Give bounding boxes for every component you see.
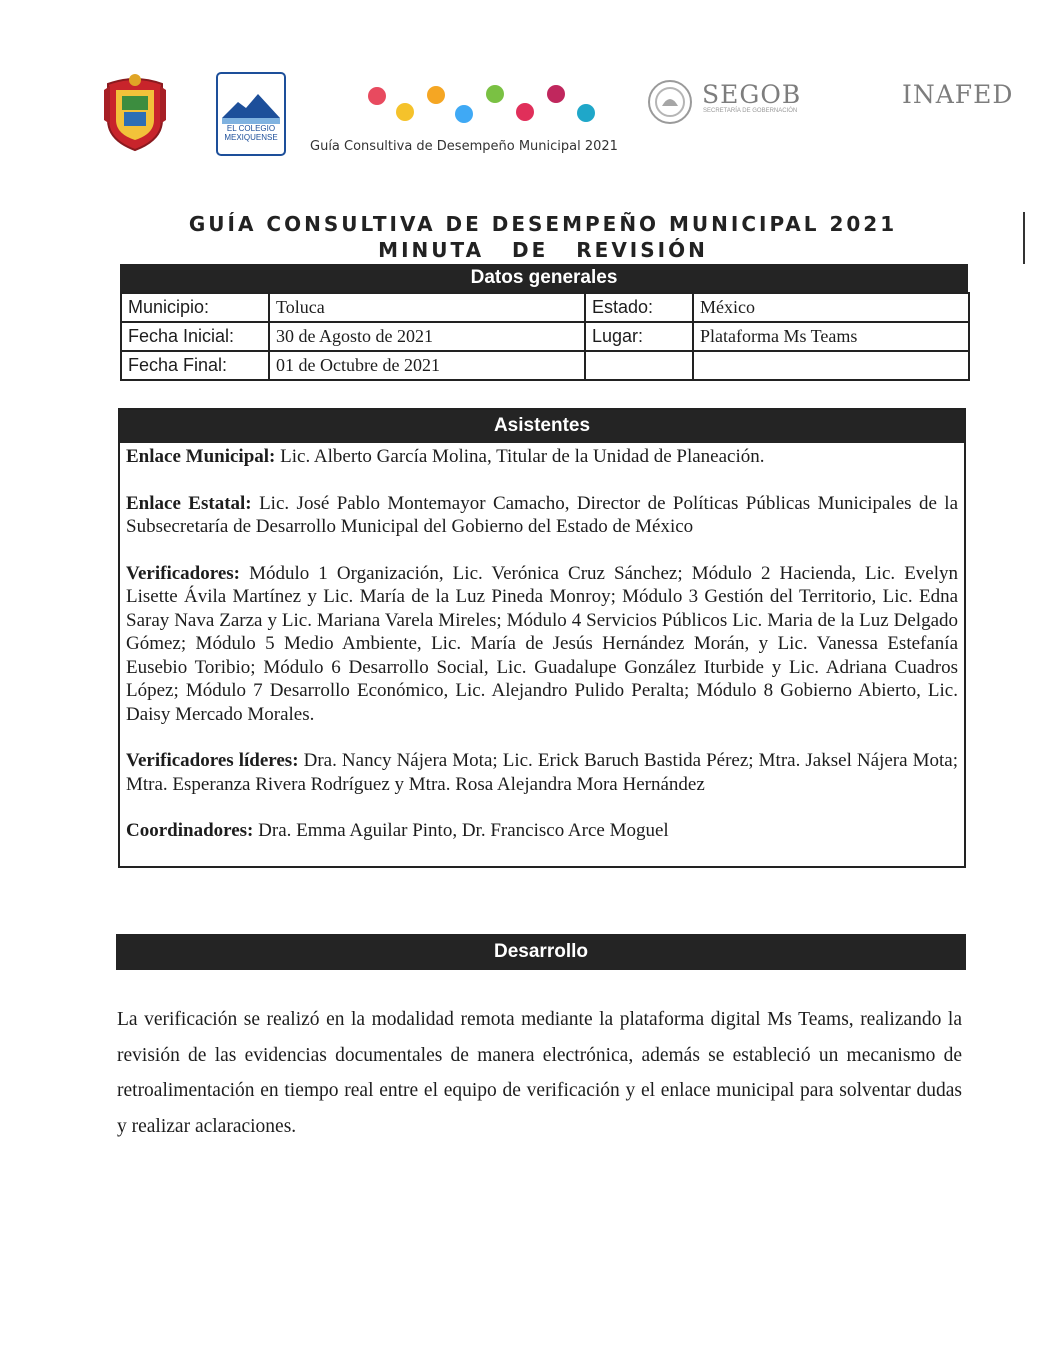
desarrollo-paragraph: La verificación se realizó en la modalidad remota mediante la plataforma digital Ms Teams, realizando la revisión de las evidencias documentales de manera electrónica, además se estableció un mecanismo de retroalimentación en tiempo real entre el equipo de verificación y el enlace municipal para solventar dudas y realizar aclaraciones. — [117, 1009, 962, 1137]
verificadores-lideres-label: Verificadores líderes: — [126, 750, 299, 771]
enlace-municipal-text: Lic. Alberto García Molina, Titular de la Unidad de Planeación. — [280, 446, 765, 467]
enlace-estatal-label: Enlace Estatal: — [126, 492, 252, 514]
municipio-value: Toluca — [269, 293, 585, 322]
guia-consultiva-dots-logo — [360, 80, 600, 130]
table-row — [121, 351, 969, 380]
fecha-inicial-label: Fecha Inicial: — [121, 322, 269, 351]
asistentes-heading: Asistentes — [120, 410, 964, 443]
guia-consultiva-caption: Guía Consultiva de Desempeño Municipal 2021 — [310, 139, 618, 154]
datos-generales-table — [120, 292, 970, 381]
coordinadores-text: Dra. Emma Aguilar Pinto, Dr. Francisco Arce Moguel — [258, 820, 669, 841]
document-subtitle: MINUTA DE REVISIÓN — [378, 238, 708, 262]
table-row — [121, 322, 969, 351]
segob-logo-text: SEGOB — [702, 80, 802, 109]
lugar-label: Lugar: — [585, 322, 693, 351]
asistentes-section — [118, 408, 966, 868]
datos-generales-heading: Datos generales — [120, 264, 968, 292]
inafed-logo-text: INAFED — [902, 80, 1014, 109]
datos-generales-section — [120, 264, 968, 381]
enlace-estatal-paragraph — [126, 492, 958, 539]
verificadores-lideres-paragraph — [126, 749, 958, 796]
coordinadores-label: Coordinadores: — [126, 820, 254, 841]
segob-seal-icon — [646, 78, 694, 126]
lugar-value: Plataforma Ms Teams — [693, 322, 969, 351]
verificadores-paragraph — [126, 562, 958, 727]
estado-value: México — [693, 293, 969, 322]
empty-cell — [585, 351, 693, 380]
enlace-estatal-text: Lic. José Pablo Montemayor Camacho, Director de Políticas Públicas Municipales de la Subsecretaría de Desarrollo Municipal del Gobierno del Estado de México — [126, 492, 959, 537]
municipio-label: Municipio: — [121, 293, 269, 322]
estado-de-mexico-shield-logo — [100, 70, 170, 152]
fecha-final-value: 01 de Octubre de 2021 — [269, 351, 585, 380]
asistentes-body — [120, 445, 964, 843]
scan-margin-mark — [1023, 212, 1025, 264]
colegio-logo-text: EL COLEGIO MEXIQUENSE — [224, 124, 278, 142]
fecha-inicial-value: 30 de Agosto de 2021 — [269, 322, 585, 351]
coordinadores-paragraph — [126, 819, 958, 843]
table-row — [121, 293, 969, 322]
el-colegio-mexiquense-logo — [216, 72, 286, 156]
enlace-municipal-label: Enlace Municipal: — [126, 446, 276, 467]
estado-label: Estado: — [585, 293, 693, 322]
empty-cell — [693, 351, 969, 380]
document-title: GUÍA CONSULTIVA DE DESEMPEÑO MUNICIPAL 2021 — [188, 212, 898, 236]
verificadores-lideres-text: Dra. Nancy Nájera Mota; Lic. Erick Baruch Bastida Pérez; Mtra. Jaksel Nájera Mota; Mtra. Esperanza Rivera Rodríguez y Mtra. Rosa Alejandra Mora Hernández — [126, 750, 959, 795]
enlace-municipal-paragraph — [126, 445, 958, 469]
verificadores-label: Verificadores: — [126, 562, 240, 584]
fecha-final-label: Fecha Final: — [121, 351, 269, 380]
segob-logo-subtitle: SECRETARÍA DE GOBERNACIÓN — [703, 108, 798, 114]
verificadores-text: Módulo 1 Organización, Lic. Verónica Cruz Sánchez; Módulo 2 Hacienda, Lic. Evelyn Lisette Ávila Martínez y Lic. María de la Luz Pineda Monroy; Módulo 3 Gestión del Territorio, Lic. Edna Saray Nava Zarza y Lic. Mariana Varela Mireles; Módulo 4 Servicios Públicos Lic. Maria de la Luz Delgado Gómez; Módulo 5 Medio Ambiente, Lic. María de Jesús Hernández Morán, y Lic. Vanessa Estefanía Eusebio Toribio; Módulo 6 Desarrollo Social, Lic. Guadalupe González Iturbide y Lic. Adriana Cuadros López; Módulo 7 Desarrollo Económico, Lic. Alejandro Pulido Peralta; Módulo 8 Gobierno Abierto, Lic. Daisy Mercado Morales. — [126, 562, 959, 725]
desarrollo-heading: Desarrollo — [116, 934, 966, 970]
